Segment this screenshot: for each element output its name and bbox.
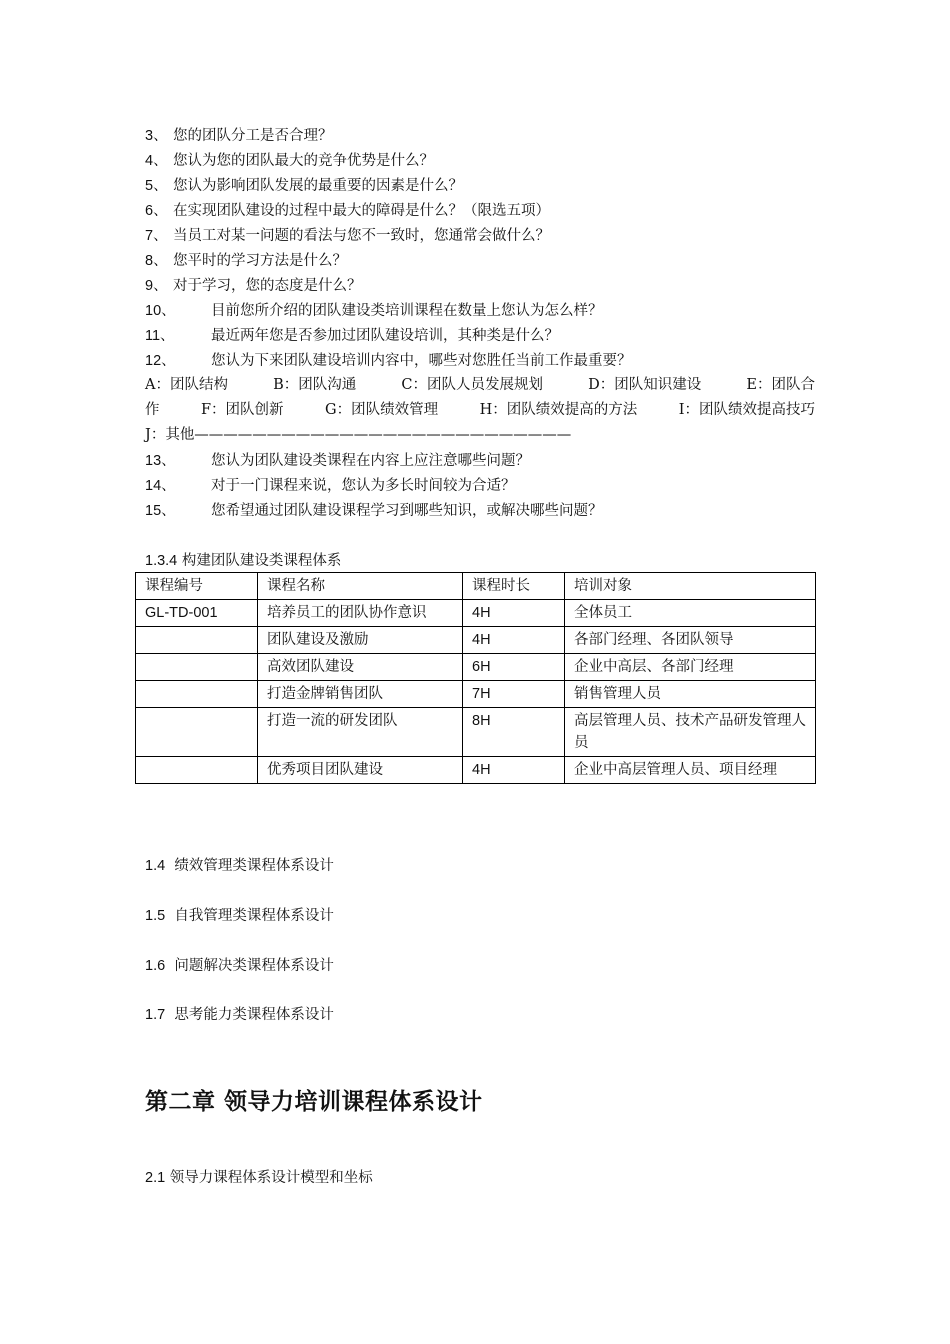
table-header-cell: 培训对象 xyxy=(565,573,816,600)
question-text: 在实现团队建设的过程中最大的障碍是什么？（限选五项） xyxy=(173,203,550,219)
section-title: 问题解决类课程体系设计 xyxy=(174,958,334,974)
table-caption xyxy=(145,551,341,571)
question-text: 对于学习，您的态度是什么？ xyxy=(173,278,362,294)
option-item: H：团队绩效提高的方法 xyxy=(479,402,638,418)
question-text: 您希望通过团队建设课程学习到哪些知识，或解决哪些问题？ xyxy=(211,503,603,519)
table-cell xyxy=(136,757,258,784)
table-cell: 6H xyxy=(463,654,565,681)
option-item: F：团队创新 xyxy=(200,402,284,418)
table-cell: 打造一流的研发团队 xyxy=(258,708,463,757)
question-text: 您认为影响团队发展的最重要的因素是什么？ xyxy=(173,178,463,194)
question-text: 您认为您的团队最大的竞争优势是什么？ xyxy=(173,153,434,169)
option-item: E：团队合 xyxy=(746,377,815,393)
table-header-cell: 课程时长 xyxy=(463,573,565,600)
table-row xyxy=(136,654,816,681)
question-item xyxy=(145,201,550,221)
section-number: 1.7 xyxy=(145,1007,166,1023)
question-number: 14、 xyxy=(145,478,176,494)
table-cell: 企业中高层、各部门经理 xyxy=(565,654,816,681)
table-header-cell: 课程名称 xyxy=(258,573,463,600)
options-block xyxy=(145,373,815,448)
section-title: 构建团队建设类课程体系 xyxy=(181,553,342,569)
question-text: 您的团队分工是否合理？ xyxy=(173,128,333,144)
table-cell: 培养员工的团队协作意识 xyxy=(258,600,463,627)
section-number: 2.1 xyxy=(145,1170,166,1186)
question-number: 6、 xyxy=(145,203,168,219)
question-item xyxy=(145,251,347,271)
section-title: 绩效管理类课程体系设计 xyxy=(174,858,334,874)
question-item xyxy=(145,126,333,146)
question-text: 您认为下来团队建设培训内容中，哪些对您胜任当前工作最重要？ xyxy=(211,353,632,369)
question-item xyxy=(145,151,434,171)
table-row xyxy=(136,708,816,757)
question-item xyxy=(145,476,516,496)
table-cell xyxy=(136,681,258,708)
table-cell: 高效团队建设 xyxy=(258,654,463,681)
question-number: 13、 xyxy=(145,453,176,469)
section-title: 自我管理类课程体系设计 xyxy=(174,908,334,924)
question-number: 10、 xyxy=(145,303,176,319)
section-number: 1.5 xyxy=(145,908,166,924)
table-cell: 4H xyxy=(463,757,565,784)
table-cell: 团队建设及激励 xyxy=(258,627,463,654)
question-number: 7、 xyxy=(145,228,168,244)
table-row xyxy=(136,600,816,627)
section-title: 思考能力类课程体系设计 xyxy=(174,1007,334,1023)
table-cell: 全体员工 xyxy=(565,600,816,627)
section-number: 1.3.4 xyxy=(145,553,178,569)
option-item: G：团队绩效管理 xyxy=(325,402,439,418)
section-number: 1.4 xyxy=(145,858,166,874)
question-number: 12、 xyxy=(145,353,176,369)
question-number: 11、 xyxy=(145,328,175,344)
options-row xyxy=(145,373,815,398)
table-header-row xyxy=(136,573,816,600)
table-cell: 4H xyxy=(463,600,565,627)
option-item: I：团队绩效提高技巧 xyxy=(678,402,815,418)
question-item xyxy=(145,351,632,371)
table-cell xyxy=(136,708,258,757)
question-number: 5、 xyxy=(145,178,168,194)
question-number: 8、 xyxy=(145,253,168,269)
chapter-title: 第二章 领导力培训课程体系设计 xyxy=(145,1088,483,1115)
question-text: 对于一门课程来说，您认为多长时间较为合适？ xyxy=(211,478,516,494)
question-item xyxy=(145,326,559,346)
table-cell: 打造金牌销售团队 xyxy=(258,681,463,708)
section-title: 领导力课程体系设计模型和坐标 xyxy=(169,1170,373,1186)
question-item xyxy=(145,301,603,321)
table-cell: 7H xyxy=(463,681,565,708)
table-row xyxy=(136,681,816,708)
option-item: 作 xyxy=(145,402,160,418)
section-heading xyxy=(145,1005,334,1025)
option-item: B：团队沟通 xyxy=(273,377,357,393)
section-heading xyxy=(145,956,334,976)
table-row xyxy=(136,757,816,784)
question-text: 最近两年您是否参加过团队建设培训，其种类是什么？ xyxy=(211,328,559,344)
options-row xyxy=(145,398,815,423)
question-item xyxy=(145,451,530,471)
table-cell xyxy=(136,654,258,681)
section-number: 1.6 xyxy=(145,958,166,974)
question-item xyxy=(145,276,362,296)
question-text: 您认为团队建设类课程在内容上应注意哪些问题？ xyxy=(211,453,530,469)
question-number: 4、 xyxy=(145,153,168,169)
table-cell: 高层管理人员、技术产品研发管理人员 xyxy=(565,708,816,757)
table-cell: 企业中高层管理人员、项目经理 xyxy=(565,757,816,784)
course-table xyxy=(135,572,816,784)
section-heading xyxy=(145,856,334,876)
table-cell xyxy=(136,627,258,654)
table-cell: 4H xyxy=(463,627,565,654)
option-item: A：团队结构 xyxy=(145,377,228,393)
question-number: 15、 xyxy=(145,503,176,519)
option-item: D：团队知识建设 xyxy=(588,377,702,393)
table-row xyxy=(136,627,816,654)
question-item xyxy=(145,226,550,246)
options-row xyxy=(145,423,815,448)
table-cell: 优秀项目团队建设 xyxy=(258,757,463,784)
question-text: 目前您所介绍的团队建设类培训课程在数量上您认为怎么样？ xyxy=(211,303,603,319)
option-item: C：团队人员发展规划 xyxy=(401,377,543,393)
table-cell: 各部门经理、各团队领导 xyxy=(565,627,816,654)
section-heading xyxy=(145,906,334,926)
section-heading xyxy=(145,1168,373,1188)
question-item xyxy=(145,176,463,196)
option-item: J：其他—————————————————————————— xyxy=(145,427,572,443)
question-number: 9、 xyxy=(145,278,168,294)
question-item xyxy=(145,501,603,521)
table-cell: GL-TD-001 xyxy=(136,600,258,627)
question-text: 您平时的学习方法是什么？ xyxy=(173,253,347,269)
table-header-cell: 课程编号 xyxy=(136,573,258,600)
question-text: 当员工对某一问题的看法与您不一致时，您通常会做什么？ xyxy=(173,228,550,244)
table-cell: 销售管理人员 xyxy=(565,681,816,708)
question-number: 3、 xyxy=(145,128,168,144)
table-cell: 8H xyxy=(463,708,565,757)
